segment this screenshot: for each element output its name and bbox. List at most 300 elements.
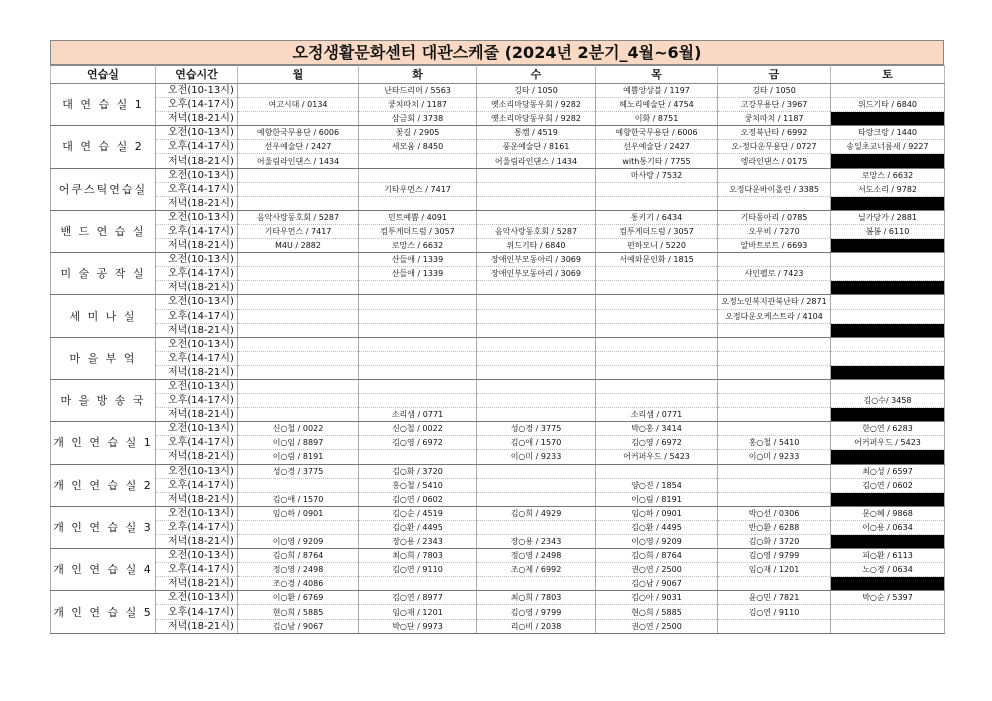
booking-cell-fri bbox=[718, 422, 831, 436]
booking-cell-tue bbox=[359, 577, 477, 591]
booking-cell-fri: 오-정다운무용단 / 0727 bbox=[718, 140, 831, 154]
booking-cell-thu: 통키기 / 6434 bbox=[596, 210, 718, 224]
time-slot: 저녁(18-21시) bbox=[156, 450, 238, 464]
booking-cell-sat bbox=[831, 351, 945, 365]
table-row bbox=[51, 591, 945, 605]
room-name: 어쿠스틱연습실 bbox=[51, 168, 156, 210]
table-row bbox=[51, 337, 945, 351]
booking-cell-fri: 반○환 / 6288 bbox=[718, 520, 831, 534]
table-row bbox=[51, 224, 945, 238]
room-name: 밴 드 연 습 실 bbox=[51, 210, 156, 252]
booking-cell-thu: 현○희 / 5885 bbox=[596, 605, 718, 619]
booking-cell-sat: 서도소리 / 9782 bbox=[831, 182, 945, 196]
booking-cell-tue bbox=[359, 337, 477, 351]
booking-cell-tue bbox=[359, 351, 477, 365]
table-row bbox=[51, 210, 945, 224]
time-slot: 오전(10-13시) bbox=[156, 84, 238, 98]
booking-cell-wed: 위드기타 / 6840 bbox=[477, 239, 596, 253]
booking-cell-wed bbox=[477, 408, 596, 422]
booking-cell-sat bbox=[831, 379, 945, 393]
booking-cell-tue bbox=[359, 309, 477, 323]
room-name: 개 인 연 습 실 3 bbox=[51, 506, 156, 548]
booking-cell-fri: 홍○철 / 5410 bbox=[718, 436, 831, 450]
booking-cell-tue: 삼금회 / 3738 bbox=[359, 112, 477, 126]
booking-cell-fri: 오정노인복지관북난타 / 2871 bbox=[718, 295, 831, 309]
booking-cell-fri bbox=[718, 478, 831, 492]
booking-cell-tue: 박○단 / 9973 bbox=[359, 619, 477, 633]
room-name: 마 을 방 송 국 bbox=[51, 379, 156, 421]
booking-cell-wed bbox=[477, 351, 596, 365]
booking-cell-tue: 꽃길 / 2905 bbox=[359, 126, 477, 140]
booking-cell-mon bbox=[238, 408, 359, 422]
booking-cell-sat bbox=[831, 295, 945, 309]
booking-cell-mon bbox=[238, 281, 359, 295]
booking-cell-fri bbox=[718, 408, 831, 422]
booking-cell-mon bbox=[238, 196, 359, 210]
time-slot: 저녁(18-21시) bbox=[156, 196, 238, 210]
time-slot: 오후(14-17시) bbox=[156, 478, 238, 492]
table-row bbox=[51, 112, 945, 126]
booking-cell-wed: 장○용 / 2343 bbox=[477, 535, 596, 549]
booking-cell-wed: 리○비 / 2038 bbox=[477, 619, 596, 633]
booking-cell-fri: 오정북난타 / 6992 bbox=[718, 126, 831, 140]
room-name: 미 술 공 작 실 bbox=[51, 253, 156, 295]
booking-cell-tue: 장○용 / 2343 bbox=[359, 535, 477, 549]
table-row bbox=[51, 605, 945, 619]
booking-cell-fri: 박○선 / 0306 bbox=[718, 506, 831, 520]
room-name: 개 인 연 습 실 4 bbox=[51, 549, 156, 591]
booking-cell-sat bbox=[831, 309, 945, 323]
booking-cell-wed: 풍운예술단 / 8161 bbox=[477, 140, 596, 154]
table-row bbox=[51, 506, 945, 520]
table-row bbox=[51, 267, 945, 281]
time-slot: 오후(14-17시) bbox=[156, 605, 238, 619]
booking-cell-fri: 오정다운바이올린 / 3385 bbox=[718, 182, 831, 196]
header-wed: 수 bbox=[477, 66, 596, 84]
table-row bbox=[51, 140, 945, 154]
table-row bbox=[51, 295, 945, 309]
schedule-table bbox=[50, 65, 945, 634]
booking-cell-tue: 산들애 / 1339 bbox=[359, 267, 477, 281]
booking-cell-fri bbox=[718, 337, 831, 351]
booking-cell-wed: 장애인부모동아리 / 3069 bbox=[477, 253, 596, 267]
booking-cell-mon: 선우예술단 / 2427 bbox=[238, 140, 359, 154]
time-slot: 저녁(18-21시) bbox=[156, 365, 238, 379]
booking-cell-fri: 김○화 / 3720 bbox=[718, 535, 831, 549]
booking-cell-thu bbox=[596, 196, 718, 210]
header-mon: 월 bbox=[238, 66, 359, 84]
schedule-body bbox=[51, 84, 945, 634]
booking-cell-tue bbox=[359, 323, 477, 337]
booking-cell-wed bbox=[477, 365, 596, 379]
booking-cell-mon: 기타우먼스 / 7417 bbox=[238, 224, 359, 238]
booking-cell-thu: 선우예술단 / 2427 bbox=[596, 140, 718, 154]
booking-cell-thu: 예향한국무용단 / 6006 bbox=[596, 126, 718, 140]
booking-cell-fri bbox=[718, 619, 831, 633]
booking-cell-wed bbox=[477, 196, 596, 210]
blocked-cell bbox=[831, 112, 945, 126]
booking-cell-mon: 성○경 / 3775 bbox=[238, 464, 359, 478]
booking-cell-fri: 이○미 / 9233 bbox=[718, 450, 831, 464]
time-slot: 오후(14-17시) bbox=[156, 436, 238, 450]
time-slot: 오전(10-13시) bbox=[156, 591, 238, 605]
booking-cell-mon: 여고시대 / 0134 bbox=[238, 98, 359, 112]
booking-cell-mon bbox=[238, 168, 359, 182]
room-name: 개 인 연 습 실 5 bbox=[51, 591, 156, 633]
room-name: 개 인 연 습 실 2 bbox=[51, 464, 156, 506]
table-row bbox=[51, 577, 945, 591]
booking-cell-mon: 이○환 / 6769 bbox=[238, 591, 359, 605]
blocked-cell bbox=[831, 450, 945, 464]
booking-cell-mon bbox=[238, 84, 359, 98]
booking-cell-tue: 김○영 / 6972 bbox=[359, 436, 477, 450]
booking-cell-mon bbox=[238, 351, 359, 365]
booking-cell-tue: 임○재 / 1201 bbox=[359, 605, 477, 619]
time-slot: 오전(10-13시) bbox=[156, 295, 238, 309]
booking-cell-mon bbox=[238, 182, 359, 196]
blocked-cell bbox=[831, 492, 945, 506]
booking-cell-thu: 서예와문인화 / 1815 bbox=[596, 253, 718, 267]
time-slot: 저녁(18-21시) bbox=[156, 535, 238, 549]
time-slot: 오후(14-17시) bbox=[156, 351, 238, 365]
booking-cell-fri: 쿵치따치 / 1187 bbox=[718, 112, 831, 126]
booking-cell-thu: 이○영 / 9209 bbox=[596, 535, 718, 549]
booking-cell-fri bbox=[718, 253, 831, 267]
time-slot: 오후(14-17시) bbox=[156, 140, 238, 154]
time-slot: 오전(10-13시) bbox=[156, 379, 238, 393]
table-row bbox=[51, 126, 945, 140]
booking-cell-tue: 쿵치따치 / 1187 bbox=[359, 98, 477, 112]
booking-cell-tue: 최○희 / 7803 bbox=[359, 549, 477, 563]
booking-cell-wed bbox=[477, 182, 596, 196]
booking-cell-wed: 최○희 / 7803 bbox=[477, 591, 596, 605]
booking-cell-mon bbox=[238, 309, 359, 323]
time-slot: 오후(14-17시) bbox=[156, 98, 238, 112]
booking-cell-tue: 소리샘 / 0771 bbox=[359, 408, 477, 422]
booking-cell-thu: 양○진 / 1854 bbox=[596, 478, 718, 492]
booking-cell-wed bbox=[477, 577, 596, 591]
booking-cell-mon bbox=[238, 323, 359, 337]
booking-cell-thu bbox=[596, 365, 718, 379]
booking-cell-mon: 이○림 / 8191 bbox=[238, 450, 359, 464]
booking-cell-mon bbox=[238, 267, 359, 281]
booking-cell-wed: 음악사랑동호회 / 5287 bbox=[477, 224, 596, 238]
time-slot: 오후(14-17시) bbox=[156, 563, 238, 577]
booking-cell-sat: 닐가당가 / 2881 bbox=[831, 210, 945, 224]
time-slot: 오후(14-17시) bbox=[156, 394, 238, 408]
booking-cell-wed bbox=[477, 478, 596, 492]
booking-cell-mon: M4U / 2882 bbox=[238, 239, 359, 253]
blocked-cell bbox=[831, 577, 945, 591]
booking-cell-wed bbox=[477, 520, 596, 534]
time-slot: 저녁(18-21시) bbox=[156, 492, 238, 506]
table-row bbox=[51, 154, 945, 168]
booking-cell-thu: 김○남 / 9067 bbox=[596, 577, 718, 591]
blocked-cell bbox=[831, 281, 945, 295]
booking-cell-wed bbox=[477, 492, 596, 506]
booking-cell-thu: 김○아 / 9031 bbox=[596, 591, 718, 605]
booking-cell-fri: 김○영 / 9799 bbox=[718, 549, 831, 563]
time-slot: 오후(14-17시) bbox=[156, 520, 238, 534]
booking-cell-sat: 한○연 / 6283 bbox=[831, 422, 945, 436]
time-slot: 저녁(18-21시) bbox=[156, 408, 238, 422]
time-slot: 오후(14-17시) bbox=[156, 309, 238, 323]
booking-cell-tue: 신○철 / 0022 bbox=[359, 422, 477, 436]
booking-cell-fri: 윤○민 / 7821 bbox=[718, 591, 831, 605]
booking-cell-sat: 노○경 / 0634 bbox=[831, 563, 945, 577]
blocked-cell bbox=[831, 365, 945, 379]
booking-cell-mon: 신○철 / 0022 bbox=[238, 422, 359, 436]
booking-cell-thu bbox=[596, 464, 718, 478]
booking-cell-thu: 임○하 / 0901 bbox=[596, 506, 718, 520]
booking-cell-thu bbox=[596, 379, 718, 393]
booking-cell-thu: 펀하모니 / 5220 bbox=[596, 239, 718, 253]
time-slot: 오후(14-17시) bbox=[156, 224, 238, 238]
booking-cell-fri: 오정다운오케스트라 / 4104 bbox=[718, 309, 831, 323]
table-row bbox=[51, 563, 945, 577]
booking-cell-thu bbox=[596, 323, 718, 337]
booking-cell-tue: 김○연 / 0602 bbox=[359, 492, 477, 506]
booking-cell-sat: 피○환 / 6113 bbox=[831, 549, 945, 563]
booking-cell-sat: 송일초교너름새 / 9227 bbox=[831, 140, 945, 154]
booking-cell-fri: 깅타 / 1050 bbox=[718, 84, 831, 98]
time-slot: 저녁(18-21시) bbox=[156, 239, 238, 253]
time-slot: 오전(10-13시) bbox=[156, 168, 238, 182]
booking-cell-fri bbox=[718, 281, 831, 295]
table-row bbox=[51, 196, 945, 210]
time-slot: 오전(10-13시) bbox=[156, 549, 238, 563]
header-sat: 토 bbox=[831, 66, 945, 84]
room-name: 마 을 부 엌 bbox=[51, 337, 156, 379]
header-fri: 금 bbox=[718, 66, 831, 84]
time-slot: 저녁(18-21시) bbox=[156, 323, 238, 337]
booking-cell-sat: 로망스 / 6632 bbox=[831, 168, 945, 182]
booking-cell-wed: 통캠 / 4519 bbox=[477, 126, 596, 140]
booking-cell-fri bbox=[718, 492, 831, 506]
booking-cell-fri bbox=[718, 323, 831, 337]
booking-cell-wed: 정○영 / 2498 bbox=[477, 549, 596, 563]
time-slot: 오전(10-13시) bbox=[156, 422, 238, 436]
time-slot: 오전(10-13시) bbox=[156, 253, 238, 267]
booking-cell-wed bbox=[477, 394, 596, 408]
time-slot: 오전(10-13시) bbox=[156, 210, 238, 224]
booking-cell-fri bbox=[718, 394, 831, 408]
booking-cell-tue bbox=[359, 168, 477, 182]
booking-cell-fri bbox=[718, 379, 831, 393]
booking-cell-wed bbox=[477, 295, 596, 309]
booking-cell-tue bbox=[359, 379, 477, 393]
booking-cell-thu: 이화 / 8751 bbox=[596, 112, 718, 126]
booking-cell-sat: 어커퍼우드 / 5423 bbox=[831, 436, 945, 450]
booking-cell-mon: 현○희 / 5885 bbox=[238, 605, 359, 619]
table-row bbox=[51, 535, 945, 549]
booking-cell-sat bbox=[831, 253, 945, 267]
booking-cell-sat bbox=[831, 619, 945, 633]
booking-cell-mon: 김○애 / 1570 bbox=[238, 492, 359, 506]
booking-cell-tue: 김○환 / 4495 bbox=[359, 520, 477, 534]
booking-cell-sat: 이○용 / 0634 bbox=[831, 520, 945, 534]
time-slot: 저녁(18-21시) bbox=[156, 577, 238, 591]
table-row bbox=[51, 239, 945, 253]
booking-cell-fri bbox=[718, 351, 831, 365]
time-slot: 오전(10-13시) bbox=[156, 337, 238, 351]
schedule-sheet bbox=[50, 40, 944, 634]
booking-cell-mon: 김○희 / 8764 bbox=[238, 549, 359, 563]
room-name: 개 인 연 습 실 1 bbox=[51, 422, 156, 464]
booking-cell-thu bbox=[596, 281, 718, 295]
booking-cell-fri: 알바트로트 / 6693 bbox=[718, 239, 831, 253]
booking-cell-sat bbox=[831, 267, 945, 281]
booking-cell-thu bbox=[596, 337, 718, 351]
table-row bbox=[51, 309, 945, 323]
booking-cell-sat: 봄봄 / 6110 bbox=[831, 224, 945, 238]
header-room: 연습실 bbox=[51, 66, 156, 84]
booking-cell-tue bbox=[359, 154, 477, 168]
page-title: 오정생활문화센터 대관스케줄 (2024년 2분기_4월~6월) bbox=[50, 40, 944, 65]
time-slot: 오후(14-17시) bbox=[156, 182, 238, 196]
table-row bbox=[51, 98, 945, 112]
booking-cell-fri: 기타동아리 / 0785 bbox=[718, 210, 831, 224]
booking-cell-wed bbox=[477, 309, 596, 323]
booking-cell-sat: 위드기타 / 6840 bbox=[831, 98, 945, 112]
booking-cell-wed: 장애인부모동아리 / 3069 bbox=[477, 267, 596, 281]
time-slot: 저녁(18-21시) bbox=[156, 112, 238, 126]
booking-cell-tue: 김○연 / 8977 bbox=[359, 591, 477, 605]
booking-cell-wed bbox=[477, 379, 596, 393]
table-row bbox=[51, 492, 945, 506]
booking-cell-tue: 김○순 / 4519 bbox=[359, 506, 477, 520]
booking-cell-mon bbox=[238, 253, 359, 267]
time-slot: 오후(14-17시) bbox=[156, 267, 238, 281]
booking-cell-mon: 예향한국무용단 / 6006 bbox=[238, 126, 359, 140]
booking-cell-tue: 민트예쁨 / 4091 bbox=[359, 210, 477, 224]
table-row bbox=[51, 520, 945, 534]
booking-cell-fri: 샤인펠로 / 7423 bbox=[718, 267, 831, 281]
time-slot: 오전(10-13시) bbox=[156, 464, 238, 478]
booking-cell-mon: 이○임 / 8897 bbox=[238, 436, 359, 450]
booking-cell-wed bbox=[477, 337, 596, 351]
blocked-cell bbox=[831, 535, 945, 549]
booking-cell-mon: 어울림라인댄스 / 1434 bbox=[238, 154, 359, 168]
booking-cell-thu bbox=[596, 295, 718, 309]
table-row bbox=[51, 84, 945, 98]
booking-cell-thu: 김○영 / 6972 bbox=[596, 436, 718, 450]
booking-cell-thu: 권○연 / 2500 bbox=[596, 619, 718, 633]
table-row bbox=[51, 379, 945, 393]
booking-cell-thu: 어커퍼우드 / 5423 bbox=[596, 450, 718, 464]
booking-cell-tue: 난타드리머 / 5563 bbox=[359, 84, 477, 98]
booking-cell-wed bbox=[477, 464, 596, 478]
booking-cell-sat: 최○성 / 6597 bbox=[831, 464, 945, 478]
table-row bbox=[51, 422, 945, 436]
booking-cell-thu: 마사랑 / 7532 bbox=[596, 168, 718, 182]
header-row bbox=[51, 66, 945, 84]
time-slot: 오전(10-13시) bbox=[156, 126, 238, 140]
booking-cell-thu: 권○연 / 2500 bbox=[596, 563, 718, 577]
table-row bbox=[51, 351, 945, 365]
booking-cell-tue: 김○화 / 3720 bbox=[359, 464, 477, 478]
booking-cell-sat bbox=[831, 337, 945, 351]
booking-cell-tue bbox=[359, 196, 477, 210]
booking-cell-mon bbox=[238, 520, 359, 534]
booking-cell-mon bbox=[238, 112, 359, 126]
header-time: 연습시간 bbox=[156, 66, 238, 84]
booking-cell-fri bbox=[718, 365, 831, 379]
booking-cell-tue bbox=[359, 281, 477, 295]
booking-cell-tue: 기타우먼스 / 7417 bbox=[359, 182, 477, 196]
booking-cell-wed: 깅타 / 1050 bbox=[477, 84, 596, 98]
booking-cell-wed: 김○애 / 1570 bbox=[477, 436, 596, 450]
booking-cell-mon: 임○하 / 0901 bbox=[238, 506, 359, 520]
booking-cell-thu: 예쁨앙상블 / 1197 bbox=[596, 84, 718, 98]
booking-cell-thu bbox=[596, 309, 718, 323]
blocked-cell bbox=[831, 408, 945, 422]
booking-cell-fri bbox=[718, 464, 831, 478]
booking-cell-tue bbox=[359, 450, 477, 464]
booking-cell-wed: 어울림라인댄스 / 1434 bbox=[477, 154, 596, 168]
blocked-cell bbox=[831, 323, 945, 337]
booking-cell-tue: 김○연 / 9110 bbox=[359, 563, 477, 577]
booking-cell-thu: 김○환 / 4495 bbox=[596, 520, 718, 534]
table-row bbox=[51, 365, 945, 379]
time-slot: 저녁(18-21시) bbox=[156, 619, 238, 633]
booking-cell-thu: 김○희 / 8764 bbox=[596, 549, 718, 563]
booking-cell-mon bbox=[238, 365, 359, 379]
table-row bbox=[51, 450, 945, 464]
booking-cell-wed: 이○미 / 9233 bbox=[477, 450, 596, 464]
booking-cell-mon bbox=[238, 394, 359, 408]
booking-cell-mon: 이○영 / 9209 bbox=[238, 535, 359, 549]
booking-cell-wed: 옛소리마당동우회 / 9282 bbox=[477, 98, 596, 112]
booking-cell-tue bbox=[359, 365, 477, 379]
booking-cell-thu: 컴투게더드럼 / 3057 bbox=[596, 224, 718, 238]
blocked-cell bbox=[831, 154, 945, 168]
booking-cell-tue: 컴투게더드럼 / 3057 bbox=[359, 224, 477, 238]
booking-cell-wed bbox=[477, 168, 596, 182]
header-thu: 목 bbox=[596, 66, 718, 84]
booking-cell-thu: 헤노리예술단 / 4754 bbox=[596, 98, 718, 112]
room-name: 대 연 습 실 2 bbox=[51, 126, 156, 168]
blocked-cell bbox=[831, 239, 945, 253]
booking-cell-wed: 옛소리마당동우회 / 9282 bbox=[477, 112, 596, 126]
table-row bbox=[51, 619, 945, 633]
time-slot: 저녁(18-21시) bbox=[156, 281, 238, 295]
booking-cell-sat: 타랑크랑 / 1440 bbox=[831, 126, 945, 140]
table-row bbox=[51, 253, 945, 267]
booking-cell-wed bbox=[477, 210, 596, 224]
booking-cell-tue bbox=[359, 394, 477, 408]
booking-cell-thu bbox=[596, 267, 718, 281]
time-slot: 저녁(18-21시) bbox=[156, 154, 238, 168]
booking-cell-wed: 김○영 / 9799 bbox=[477, 605, 596, 619]
room-name: 세 미 나 실 bbox=[51, 295, 156, 337]
booking-cell-sat bbox=[831, 605, 945, 619]
booking-cell-thu: with통기타 / 7755 bbox=[596, 154, 718, 168]
table-row bbox=[51, 436, 945, 450]
booking-cell-tue: 세모움 / 8450 bbox=[359, 140, 477, 154]
table-row bbox=[51, 323, 945, 337]
booking-cell-sat: 김○수/ 3458 bbox=[831, 394, 945, 408]
booking-cell-mon: 정○영 / 2498 bbox=[238, 563, 359, 577]
booking-cell-fri: 임○재 / 1201 bbox=[718, 563, 831, 577]
blocked-cell bbox=[831, 196, 945, 210]
booking-cell-wed bbox=[477, 323, 596, 337]
booking-cell-mon bbox=[238, 478, 359, 492]
time-slot: 오전(10-13시) bbox=[156, 506, 238, 520]
booking-cell-sat: 문○혜 / 9868 bbox=[831, 506, 945, 520]
booking-cell-wed bbox=[477, 281, 596, 295]
booking-cell-mon bbox=[238, 295, 359, 309]
